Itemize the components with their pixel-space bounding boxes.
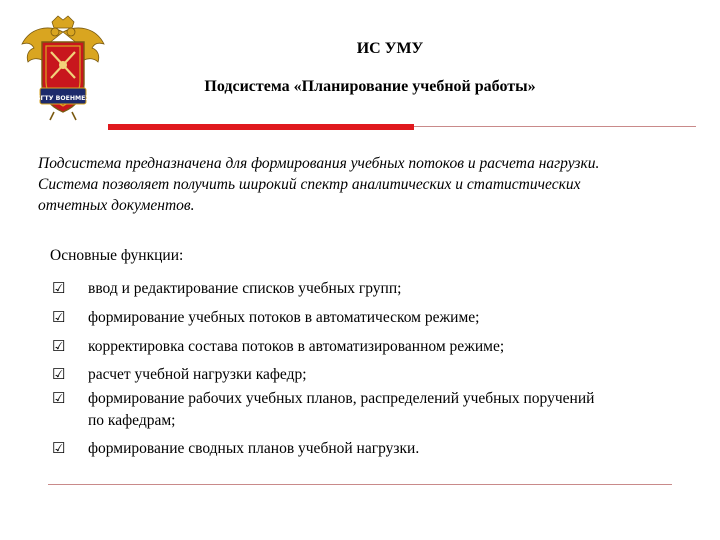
svg-text:БГТУ ВОЕНМЕХ: БГТУ ВОЕНМЕХ bbox=[35, 95, 91, 102]
list-item-text: формирование учебных потоков в автоматическом режиме; bbox=[88, 309, 480, 326]
list-item-text: формирование сводных планов учебной нагрузки. bbox=[88, 440, 420, 457]
checkbox-icon: ☑ bbox=[52, 441, 66, 457]
eagle-crest-icon bbox=[18, 14, 108, 122]
checkbox-icon: ☑ bbox=[52, 391, 66, 407]
intro-paragraph: Подсистема предназначена для формирования учебных потоков и расчета нагрузки. Система позволяет получить широкий спектр аналитических и статистических отчетных документов. bbox=[38, 155, 600, 214]
functions-heading: Основные функции: bbox=[50, 247, 184, 264]
bottom-divider bbox=[48, 484, 672, 485]
list-item-text: корректировка состава потоков в автоматизированном режиме; bbox=[88, 338, 505, 355]
list-item-text: формирование рабочих учебных планов, распределений учебных поручений по кафедрам; bbox=[88, 390, 595, 429]
checkbox-icon: ☑ bbox=[52, 339, 66, 355]
checkbox-icon: ☑ bbox=[52, 310, 66, 326]
list-item-text: ввод и редактирование списков учебных групп; bbox=[88, 280, 402, 297]
checkbox-icon: ☑ bbox=[52, 281, 66, 297]
list-item-text: расчет учебной нагрузки кафедр; bbox=[88, 366, 307, 383]
checkbox-icon: ☑ bbox=[52, 367, 66, 383]
page-subtitle: Подсистема «Планирование учебной работы» bbox=[204, 78, 536, 95]
page-title: ИС УМУ bbox=[356, 40, 424, 57]
accent-bar bbox=[108, 124, 414, 130]
divider-line bbox=[414, 126, 696, 127]
